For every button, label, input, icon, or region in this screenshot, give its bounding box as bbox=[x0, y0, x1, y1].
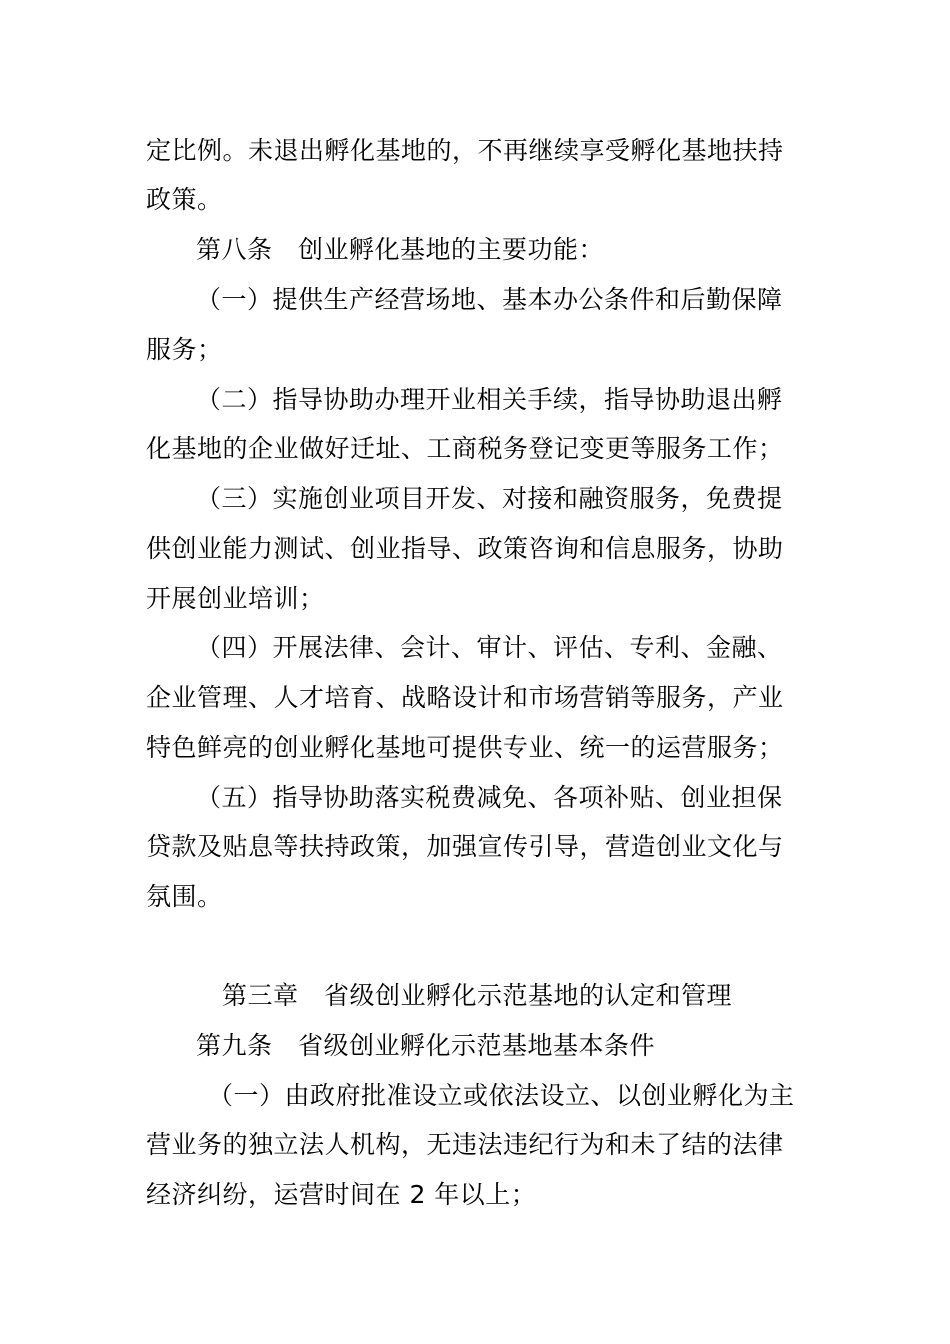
text-line: 贷款及贴息等扶持政策，加强宣传引导，营造创业文化与 bbox=[146, 832, 784, 861]
text-line: 特色鲜亮的创业孵化基地可提供专业、统一的运营服务； bbox=[146, 733, 784, 762]
text-line: 服务； bbox=[146, 335, 223, 364]
list-item: （二）指导协助办理开业相关手续，指导协助退出孵 bbox=[196, 385, 783, 414]
list-item: （一）提供生产经营场地、基本办公条件和后勤保障 bbox=[196, 285, 783, 314]
text-line: 企业管理、人才培育、战略设计和市场营销等服务，产业 bbox=[146, 683, 784, 712]
text-line: 氛围。 bbox=[146, 882, 223, 911]
list-item: （一）由政府批准设立或依法设立、以创业孵化为主 bbox=[208, 1081, 795, 1110]
article-heading: 第九条 省级创业孵化示范基地基本条件 bbox=[196, 1031, 656, 1060]
text-line: 化基地的企业做好迁址、工商税务登记变更等服务工作； bbox=[146, 434, 784, 463]
article-heading: 第八条 创业孵化基地的主要功能： bbox=[196, 235, 605, 264]
text-line: 开展创业培训； bbox=[146, 584, 325, 613]
text-line: 定比例。未退出孵化基地的，不再继续享受孵化基地扶持 bbox=[146, 136, 784, 165]
text-line: 经济纠纷，运营时间在 2 年以上； bbox=[146, 1180, 537, 1209]
list-item: （五）指导协助落实税费减免、各项补贴、创业担保 bbox=[196, 783, 783, 812]
text-line: 供创业能力测试、创业指导、政策咨询和信息服务，协助 bbox=[146, 534, 784, 563]
text-line: 营业务的独立法人机构，无违法违纪行为和未了结的法律 bbox=[146, 1130, 784, 1159]
chapter-heading: 第三章 省级创业孵化示范基地的认定和管理 bbox=[222, 981, 733, 1010]
list-item: （四）开展法律、会计、审计、评估、专利、金融、 bbox=[196, 633, 783, 662]
list-item: （三）实施创业项目开发、对接和融资服务，免费提 bbox=[196, 484, 783, 513]
text-line: 政策。 bbox=[146, 185, 223, 214]
